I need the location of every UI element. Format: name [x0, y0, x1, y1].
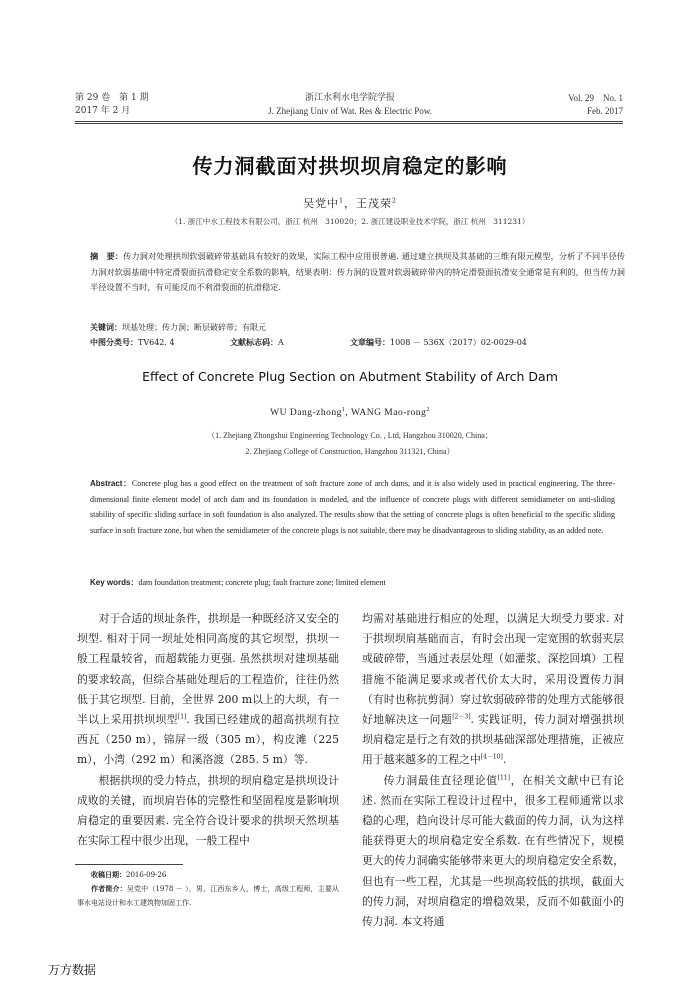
citation: [1] [177, 713, 187, 721]
clc-label: 中图分类号： [90, 338, 138, 347]
header-left [75, 92, 149, 118]
journal-name-cn: 浙江水利水电学院学报 [304, 93, 395, 103]
keywords-cn-label: 关键词： [90, 323, 122, 332]
author-bio-text: 吴党中（1978 － ），男，江西东乡人，博士，高级工程师，主要从事水电站设计和水工建筑物加固工作. [77, 885, 340, 907]
footnote-rule [75, 864, 183, 865]
keywords-cn-text: 坝基处理；传力洞；断层破碎带；有限元 [122, 323, 266, 332]
citation: [2－3] [452, 713, 471, 721]
author-1: 吴党中 [303, 197, 340, 210]
doc-code [230, 336, 284, 350]
abstract-cn-text: 传力洞对处理拱坝软弱破碎带基础具有较好的效果，实际工程中应用很普遍. 通过建立拱坝及其基础的三维有限元模型，分析了不同半径传力洞对软弱基础中特定滑裂面抗滑稳定安全系数的影响，结果表明：传力洞的设置对软弱破碎带内的特定滑裂面抗滑安全通常是有利的，但当传力洞半径设置不当时，有可能反而不利滑裂面的抗滑稳定. [90, 251, 625, 292]
english-affiliation-2: 2. Zhejiang College of Construction, Hangzhou 311321, China） [245, 447, 455, 456]
doc-code-value: A [278, 338, 284, 347]
abstract-cn-label: 摘 要： [90, 251, 124, 261]
author-1-sup: 1 [339, 197, 344, 205]
english-title: Effect of Concrete Plug Section on Abutment Stability of Arch Dam [142, 369, 558, 384]
body-text: . 实践证明，传力洞对增强拱坝坝肩稳定是行之有效的拱坝基础深部处理措施，正被应用于越来越多的工程之中 [362, 713, 624, 767]
publish-date: 2017 年 2 月 [75, 106, 131, 116]
affiliation: （1. 浙江中水工程技术有限公司，浙江 杭州 310020；2. 浙江建设职业技术学院，浙江 杭州 311231） [170, 217, 530, 226]
citation: [11] [497, 774, 510, 782]
en-author-1-sup: 1 [341, 406, 346, 413]
footnote [77, 868, 339, 910]
author-bio-label: 作者简介： [91, 885, 127, 893]
article-number-value: 1008 － 536X（2017）02-0029-04 [390, 338, 527, 347]
body-text: 传力洞最佳直径理论值 [383, 773, 498, 787]
english-affiliation-1: （1. Zhejiang Zhongshui Engineering Technology Co. , Ltd, Hangzhou 310020, China； [207, 431, 493, 440]
clc-number [90, 336, 175, 350]
header-rule-2 [75, 123, 623, 124]
body-text: 对于合适的坝址条件，拱坝是一种既经济又安全的坝型. 相对于同一坝址处相同高度的其它坝型，拱坝一般工程量较省，而超载能力更强. 虽然拱坝对建坝基础的要求较高，但综合基础处理后的工程造价，往往仍然低于其它坝型. 目前，全世界 200 m以上的大坝，有一半以上采用拱坝坝型 [77, 612, 339, 727]
abstract-en-label: Abstract： [90, 479, 132, 488]
journal-name-en: J. Zhejiang Univ of Wat. Res & Electric Pow. [268, 106, 432, 116]
author-2-sup: 2 [392, 197, 397, 205]
en-author-1: WU Dang-zhong [270, 408, 342, 418]
author-bio [77, 882, 339, 910]
header-right [500, 92, 623, 118]
author-separator: ， [344, 197, 356, 210]
en-author-2-sup: 2 [426, 406, 430, 413]
body-text: . [502, 753, 507, 767]
header-rule [75, 121, 623, 122]
english-authors [0, 408, 700, 418]
body-paragraph [362, 771, 624, 933]
en-author-separator: , [345, 408, 351, 418]
keywords-cn [90, 321, 625, 335]
watermark-text: 万方数据 [48, 963, 97, 977]
received-date [77, 868, 339, 882]
body-paragraph [362, 609, 624, 771]
doc-code-label: 文献标志码： [230, 338, 278, 347]
body-left-column [77, 609, 339, 851]
body-paragraph: 根据拱坝的受力特点，拱坝的坝肩稳定是拱坝设计成败的关键，而坝肩岩体的完整性和坚固程度是影响坝肩稳定的重要因素. 完全符合设计要求的拱坝天然坝基在实际工程中很少出现，一般工程中 [77, 773, 339, 848]
keywords-en-label: Key words： [90, 578, 139, 587]
body-text: ，在相关文献中已有论述. 然而在实际工程设计过程中，很多工程师通常以求稳的心理，趋向设计尽可能大截面的传力洞，认为这样能获得更大的坝肩稳定安全系数. 在有些情况下，规模更大的传力洞确实能够带来更大的坝肩稳定安全系数，但也有一些工程，尤其是一些坝高较低的拱坝，截面大的传力洞，对坝肩稳定的增稳效果，反而不如截面小的传力洞. 本文将通 [362, 773, 625, 929]
body-right-column [362, 609, 624, 932]
article-number-label: 文章编号： [350, 338, 390, 347]
author-2: 王茂荣 [356, 197, 392, 210]
received-label: 收稿日期： [91, 871, 126, 879]
volume-issue-en: Vol. 29 No. 1 [568, 93, 623, 103]
header-center [200, 92, 500, 118]
body-text: 均需对基础进行相应的处理，以满足大坝受力要求. 对于拱坝坝肩基础而言，有时会出现一定宽围的软弱夹层或破碎带，当通过表层处理（如灌浆、深挖回填）工程措施不能满足要求或者代价太大时，采用设置传力洞（有时也称抗剪洞）穿过软弱破碎带的处理方式能够很好地解决这一问题 [362, 612, 624, 727]
en-author-2: WANG Mao-rong [350, 408, 427, 418]
abstract-en [90, 476, 615, 538]
citation: [4－10] [480, 753, 503, 761]
keywords-en-text: dam foundation treatment; concrete plug; fault fracture zone; limited element [138, 578, 386, 587]
body-text: . 我国已经建成的超高拱坝有拉西瓦（250 m），锦屏一级（305 m），构皮滩（225 m），小湾（292 m）和溪洛渡（285. 5 m）等. [77, 713, 340, 767]
author-list [0, 195, 700, 211]
volume-issue: 第 29 卷 第 1 期 [75, 93, 149, 103]
keywords-en [90, 575, 615, 591]
abstract-en-text: Concrete plug has a good effect on the treatment of soft fracture zone of arch dams, and it is also widely used in practical engineering. The three-dimensional finite element model of arch dam and its foundation is modeled, and the influence of concrete plugs with different semidiameter on anti-sliding stability of specific sliding surface in soft foundation is also analyzed. The results show that the setting of concrete plugs is often beneficial to the specific sliding surface in soft fracture zone, but when the semidiameter of the concrete plugs is not suitable, there may be disadvantageous to sliding stability, as an added note. [90, 479, 615, 535]
publish-date-en: Feb. 2017 [587, 106, 623, 116]
paper-title: 传力洞截面对拱坝坝肩稳定的影响 [192, 154, 508, 178]
body-paragraph [77, 609, 339, 771]
abstract-cn [90, 249, 625, 296]
received-value: 2016-09-26 [126, 871, 167, 879]
clc-value: TV642. 4 [138, 338, 175, 347]
article-number [350, 336, 527, 350]
